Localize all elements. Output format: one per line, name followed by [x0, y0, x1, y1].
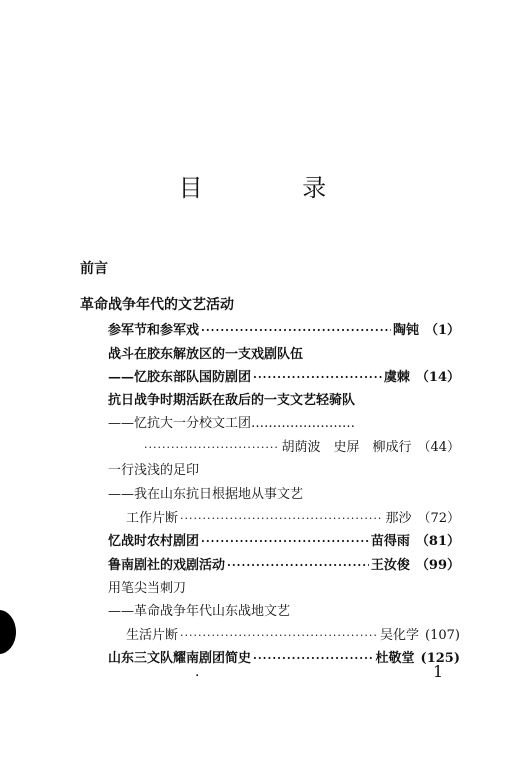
entry-title: 工作片断 [126, 511, 179, 526]
entry-page: （1） [424, 323, 460, 338]
entry-author: 陶钝 [392, 323, 419, 338]
footer-dot: · [195, 668, 200, 684]
leader-dots [253, 650, 374, 668]
toc-entry[interactable] [108, 650, 460, 668]
binding-hole-mark [0, 610, 16, 654]
entry-author: 杜敬堂 [375, 651, 415, 666]
leader-dots [180, 510, 383, 528]
entry-author: 那沙 [385, 511, 412, 526]
toc-entry[interactable] [108, 557, 460, 575]
toc-subtitle-line[interactable]: ——革命战争年代山东战地文艺 [108, 604, 291, 619]
page-number: 1 [433, 662, 444, 681]
toc-entry[interactable] [142, 439, 460, 457]
entry-page: （81） [415, 534, 460, 549]
toc-title-line[interactable]: 抗日战争时期活跃在敌后的一支文艺轻骑队 [108, 393, 356, 408]
entry-title: 鲁南剧社的戏剧活动 [108, 558, 226, 573]
leader-dots [253, 369, 382, 387]
entry-author: 苗得雨 [370, 534, 410, 549]
entry-author: 吴化学 [380, 628, 420, 643]
front-matter-heading: 前言 [80, 261, 108, 277]
leader-dots [144, 439, 279, 457]
entry-author: 虞棘 [383, 370, 410, 385]
entry-title: 忆战时农村剧团 [108, 534, 200, 549]
entry-author: 王汝俊 [370, 558, 410, 573]
entry-title: 参军节和参军戏 [108, 323, 200, 338]
toc-subtitle-line[interactable]: ——我在山东抗日根据地从事文艺 [108, 487, 304, 502]
toc-entry[interactable] [108, 369, 460, 387]
leader-dots [201, 533, 369, 551]
leader-dots [201, 322, 391, 340]
entry-author: 胡荫波 史屏 柳成行 [281, 440, 412, 455]
toc-entry[interactable] [126, 510, 460, 528]
toc-title-line[interactable]: 战斗在胶东解放区的一支戏剧队伍 [108, 347, 304, 362]
toc-entry[interactable] [108, 322, 460, 340]
toc-entry[interactable] [108, 533, 460, 551]
leader-dots [227, 557, 369, 575]
entry-page: (107) [425, 628, 460, 643]
entry-page: （14） [415, 370, 460, 385]
entry-subtitle: ——忆胶东部队国防剧团 [108, 370, 252, 385]
entry-title: 生活片断 [126, 628, 179, 643]
leader-dots [180, 627, 378, 645]
entry-page: （99） [415, 558, 460, 573]
entry-page: （44） [417, 440, 460, 455]
entry-page: (125) [420, 651, 460, 666]
section-heading: 革命战争年代的文艺活动 [80, 297, 234, 313]
toc-entry[interactable] [126, 627, 460, 645]
entry-title: 山东三文队耀南剧团简史 [108, 651, 252, 666]
toc-subtitle-line[interactable]: ——忆抗大一分校文工团…………………… [108, 416, 356, 431]
page-title: 目 录 [178, 174, 373, 202]
toc-title-line[interactable]: 用笔尖当刺刀 [108, 581, 187, 596]
entry-page: （72） [417, 511, 460, 526]
toc-title-line[interactable]: 一行浅浅的足印 [108, 463, 200, 478]
